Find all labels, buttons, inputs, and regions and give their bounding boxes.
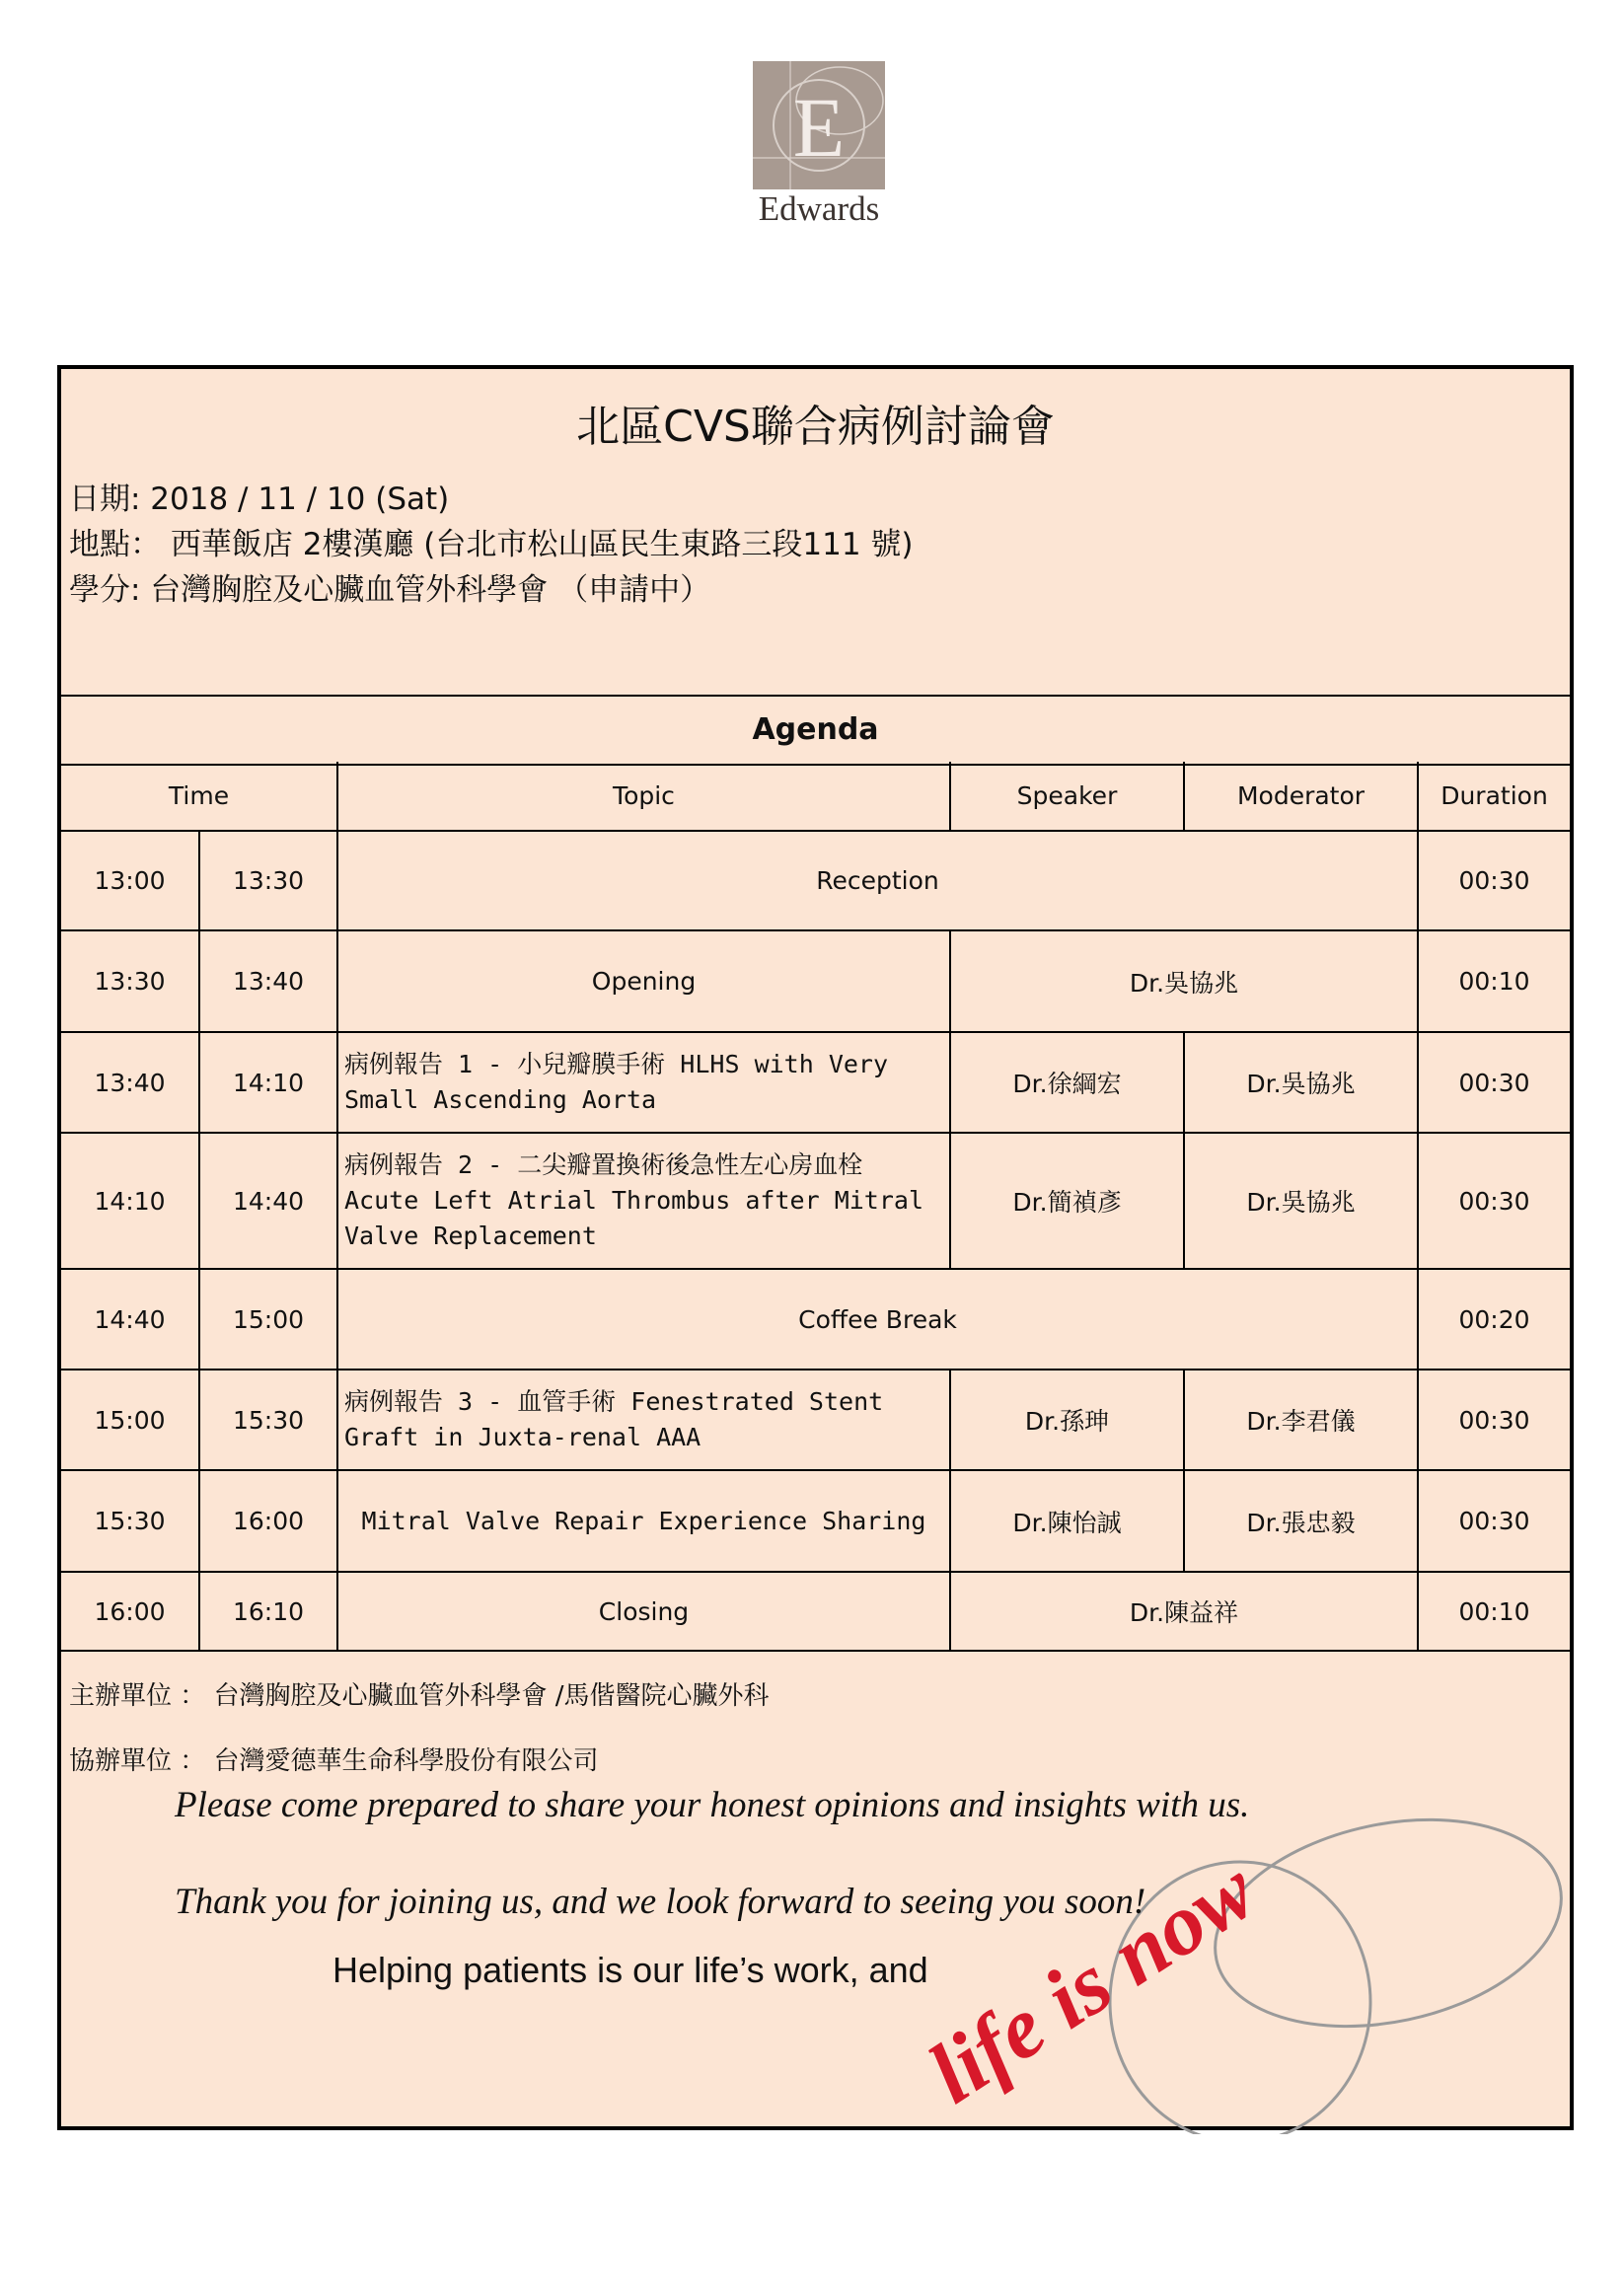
edwards-logo-mark: [753, 61, 885, 189]
start-time: 14:10: [61, 1133, 199, 1269]
message-thanks: Thank you for joining us, and we look forward to seeing you soon!: [175, 1882, 1146, 1922]
topic: 病例報告 3 - 血管手術 Fenestrated Stent Graft in Juxta-renal AAA: [337, 1370, 950, 1470]
end-time: 14:40: [199, 1133, 337, 1269]
table-row: [61, 1370, 1570, 1470]
logo-letter: E: [792, 80, 846, 175]
topic: Mitral Valve Repair Experience Sharing: [337, 1470, 950, 1572]
speaker: Dr.孫珅: [950, 1370, 1184, 1470]
event-venue: 地點： 西華飯店 2樓漢廳 (台北市松山區民生東路三段111 號): [69, 527, 914, 562]
header-topic: Topic: [337, 762, 950, 831]
speaker: Dr.徐綱宏: [950, 1032, 1184, 1133]
end-time: 14:10: [199, 1032, 337, 1133]
table-row: [61, 1572, 1570, 1651]
moderator: Dr.李君儀: [1184, 1370, 1418, 1470]
agenda-heading: Agenda: [61, 695, 1570, 766]
start-time: 13:40: [61, 1032, 199, 1133]
topic: Opening: [337, 930, 950, 1032]
agenda-table: [61, 762, 1570, 1652]
header-speaker: Speaker: [950, 762, 1184, 831]
end-time: 13:40: [199, 930, 337, 1032]
topic: Coffee Break: [337, 1269, 1418, 1370]
table-row: [61, 1269, 1570, 1370]
table-row: [61, 930, 1570, 1032]
duration: 00:30: [1418, 1133, 1570, 1269]
end-time: 16:10: [199, 1572, 337, 1651]
event-credit: 學分: 台灣胸腔及心臟血管外科學會 （申請中）: [69, 572, 711, 608]
chair: Dr.陳益祥: [950, 1572, 1418, 1651]
event-title: 北區CVS聯合病例討論會: [576, 402, 1055, 452]
tagline: Helping patients is our life’s work, and: [332, 1950, 928, 1990]
duration: 00:20: [1418, 1269, 1570, 1370]
moderator: Dr.吳協兆: [1184, 1032, 1418, 1133]
duration: 00:10: [1418, 1572, 1570, 1651]
event-panel: [57, 365, 1574, 2130]
topic: Closing: [337, 1572, 950, 1651]
end-time: 16:00: [199, 1470, 337, 1572]
table-row: [61, 1032, 1570, 1133]
topic: 病例報告 1 - 小兒瓣膜手術 HLHS with Very Small Ascending Aorta: [337, 1032, 950, 1133]
duration: 00:30: [1418, 831, 1570, 930]
end-time: 15:30: [199, 1370, 337, 1470]
header-time: Time: [61, 762, 337, 831]
duration: 00:10: [1418, 930, 1570, 1032]
organizer-line: 主辦單位 ： 台灣胸腔及心臟血管外科學會 /馬偕醫院心臟外科: [69, 1681, 770, 1711]
start-time: 13:00: [61, 831, 199, 930]
start-time: 15:00: [61, 1370, 199, 1470]
topic: Reception: [337, 831, 1418, 930]
header-duration: Duration: [1418, 762, 1570, 831]
end-time: 15:00: [199, 1269, 337, 1370]
speaker: Dr.陳怡誠: [950, 1470, 1184, 1572]
start-time: 14:40: [61, 1269, 199, 1370]
duration: 00:30: [1418, 1370, 1570, 1470]
table-row: [61, 831, 1570, 930]
co-organizer-line: 協辦單位 ： 台灣愛德華生命科學股份有限公司: [69, 1746, 599, 1776]
event-date: 日期: 2018 / 11 / 10 (Sat): [69, 481, 450, 517]
topic: 病例報告 2 - 二尖瓣置換術後急性左心房血栓 Acute Left Atrial Thrombus after Mitral Valve Replacement: [337, 1133, 950, 1269]
start-time: 15:30: [61, 1470, 199, 1572]
logo-wordmark: Edwards: [758, 189, 880, 228]
duration: 00:30: [1418, 1470, 1570, 1572]
table-row: [61, 1133, 1570, 1269]
end-time: 13:30: [199, 831, 337, 930]
moderator: Dr.吳協兆: [1184, 1133, 1418, 1269]
start-time: 16:00: [61, 1572, 199, 1651]
message-prepare: Please come prepared to share your honest opinions and insights with us.: [175, 1785, 1250, 1825]
table-header-row: [61, 762, 1570, 831]
duration: 00:30: [1418, 1032, 1570, 1133]
moderator: Dr.張忠毅: [1184, 1470, 1418, 1572]
script-tagline: life is now: [913, 1842, 1273, 2122]
speaker: Dr.簡禎彥: [950, 1133, 1184, 1269]
chair: Dr.吳協兆: [950, 930, 1418, 1032]
header-moderator: Moderator: [1184, 762, 1418, 831]
start-time: 13:30: [61, 930, 199, 1032]
table-row: [61, 1470, 1570, 1572]
